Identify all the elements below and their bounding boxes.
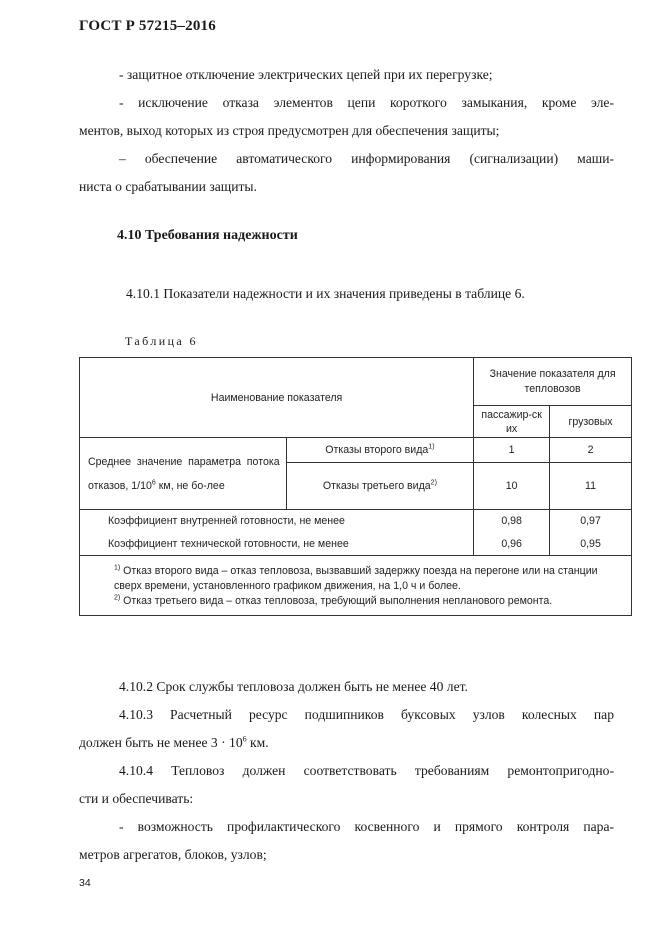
paragraph-4-10-1: 4.10.1 Показатели надежности и их значения приведены в таблице 6.: [126, 286, 525, 301]
footnote: [86, 594, 625, 609]
value-cell: 1: [474, 438, 550, 463]
table-row: [80, 533, 632, 556]
header-name: Наименование показателя: [80, 358, 474, 438]
section-title: 4.10 Требования надежности: [117, 228, 298, 243]
paragraph-block: [79, 673, 614, 869]
footnote-text: Отказ второго вида – отказ тепловоза, вызвавший задержку поезда на перегоне или на станции сверх времени, установленного графиком движения, на 1,0 ч и более.: [114, 565, 598, 592]
list-item-continuation: метров агрегатов, блоков, узлов;: [79, 847, 267, 862]
paragraph-4-10-2: 4.10.2 Срок службы тепловоза должен быть не менее 40 лет.: [119, 679, 468, 694]
footnote-mark: 1): [428, 443, 435, 451]
cell-text: Отказы второго вида: [325, 444, 429, 456]
table-row: [80, 438, 632, 463]
paragraph-continuation: [79, 735, 269, 750]
intro-list: [79, 61, 614, 201]
value-cell: 2: [550, 438, 632, 463]
value-cell: 10: [474, 463, 550, 510]
table-caption: Таблица 6: [125, 334, 198, 348]
superscript: 6: [242, 734, 247, 744]
paragraph-continuation: сти и обеспечивать:: [79, 791, 194, 806]
list-item: - исключение отказа элементов цепи короткого замыкания, кроме эле-: [119, 95, 614, 110]
reliability-table: [79, 357, 632, 616]
failure-type-cell: [286, 463, 474, 510]
value-cell: 0,95: [550, 533, 632, 556]
paragraph-4-10-3: 4.10.3 Расчетный ресурс подшипников буксовых узлов колесных пар: [119, 707, 614, 722]
header-passenger: пассажир-ских: [474, 406, 550, 438]
failure-type-cell: [286, 438, 474, 463]
value-cell: 0,97: [550, 510, 632, 533]
page-number: 34: [79, 877, 91, 889]
row-name: Коэффициент внутренней готовности, не менее: [80, 510, 474, 533]
footnote-text: Отказ третьего вида – отказ тепловоза, требующий выполнения непланового ремонта.: [120, 595, 553, 607]
text: км.: [246, 735, 269, 750]
value-cell: 0,96: [474, 533, 550, 556]
table-footnotes: [80, 556, 632, 616]
list-item: – обеспечение автоматического информирования (сигнализации) маши-: [119, 151, 614, 166]
table-row: [80, 358, 632, 406]
list-item-continuation: ментов, выход которых из строя предусмотрен для обеспечения защиты;: [79, 123, 500, 138]
text: должен быть не менее 3 · 10: [79, 735, 243, 750]
row-failure-flow-name: [80, 438, 287, 510]
list-item-continuation: ниста о срабатывании защиты.: [79, 179, 257, 194]
footnote: [86, 564, 625, 594]
list-item: - возможность профилактического косвенного и прямого контроля пара-: [119, 819, 614, 834]
cell-text: Отказы третьего вида: [322, 480, 431, 492]
header-value: Значение показателя для тепловозов: [474, 358, 632, 406]
footnote-mark: 2): [114, 594, 121, 602]
table-row: [80, 510, 632, 533]
value-cell: 0,98: [474, 510, 550, 533]
superscript: 6: [151, 478, 156, 486]
footnote-mark: 1): [114, 564, 121, 572]
paragraph-4-10-4: 4.10.4 Тепловоз должен соответствовать требованиям ремонтопригодно-: [119, 763, 614, 778]
document-header: ГОСТ Р 57215–2016: [79, 18, 216, 34]
row-name: Коэффициент технической готовности, не менее: [80, 533, 474, 556]
footnote-mark: 2): [430, 479, 437, 487]
list-item: - защитное отключение электрических цепей при их перегрузке;: [119, 67, 493, 82]
cell-text: Среднее значение параметра потока отказов, 1/10: [88, 455, 280, 492]
header-freight: грузовых: [550, 406, 632, 438]
cell-text: км, не бо-лее: [155, 479, 225, 492]
value-cell: 11: [550, 463, 632, 510]
table-row: [80, 556, 632, 616]
